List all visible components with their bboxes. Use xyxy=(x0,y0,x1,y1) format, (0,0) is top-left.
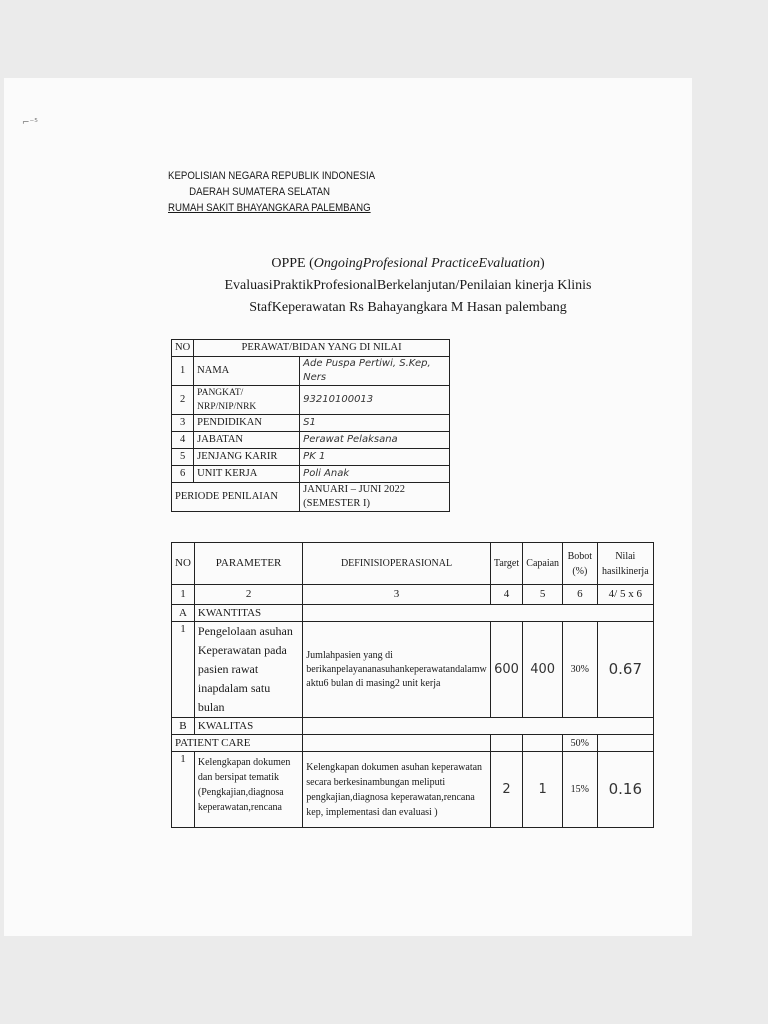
row-target-handwritten: 600 xyxy=(490,622,523,718)
patient-care-row xyxy=(172,735,654,752)
section-b-row xyxy=(172,718,654,735)
header-bobot: Bobot (%) xyxy=(563,543,598,585)
header-no: NO xyxy=(172,543,195,585)
period-label: PERIODE PENILAIAN xyxy=(172,483,300,512)
letterhead-line-1: KEPOLISIAN NEGARA REPUBLIK INDONESIA xyxy=(168,170,376,182)
number-cell: 5 xyxy=(523,585,563,605)
section-code: A xyxy=(172,605,195,622)
header-capaian: Capaian xyxy=(523,543,563,585)
title-line-3: StafKeperawatan Rs Bahayangkara M Hasan palembang xyxy=(249,300,567,315)
identity-row xyxy=(172,449,450,466)
row-value-handwritten: Perawat Pelaksana xyxy=(300,432,450,449)
numbering-row xyxy=(172,585,654,605)
number-cell: 3 xyxy=(303,585,490,605)
row-no: 1 xyxy=(172,622,195,718)
header-target: Target xyxy=(490,543,523,585)
row-capaian-handwritten: 1 xyxy=(523,752,563,828)
empty-cell xyxy=(523,735,563,752)
scan-mark: ⌐⁻⁵ xyxy=(22,118,38,128)
evaluation-table xyxy=(171,542,654,828)
identity-row xyxy=(172,466,450,483)
row-parameter: Pengelolaan asuhan Keperawatan pada pasien rawat inapdalam satu bulan xyxy=(194,622,302,718)
period-value: JANUARI – JUNI 2022 (SEMESTER I) xyxy=(300,483,450,512)
identity-row xyxy=(172,386,450,415)
section-code: B xyxy=(172,718,195,735)
row-label: PANGKAT/ NRP/NIP/NRK xyxy=(194,386,300,415)
row-value-handwritten: 93210100013 xyxy=(300,386,450,415)
row-no: 6 xyxy=(172,466,194,483)
row-nilai-handwritten: 0.67 xyxy=(597,622,653,718)
number-cell: 4 xyxy=(490,585,523,605)
empty-cell xyxy=(303,605,654,622)
row-parameter: Kelengkapan dokumen dan bersipat tematik (Pengkajian,diagnosa keperawatan,rencana xyxy=(194,752,302,828)
row-definition: Kelengkapan dokumen asuhan keperawatan secara berkesinambungan meliputi pengkajian,diagnosa keperawatan,rencana kep, implementasi dan evaluasi ) xyxy=(303,752,490,828)
identity-col-no: NO xyxy=(172,340,194,357)
letterhead-line-2: DAERAH SUMATERA SELATAN xyxy=(189,186,331,198)
row-label: NAMA xyxy=(194,357,300,386)
header-nilai: Nilai hasilkinerja xyxy=(597,543,653,585)
row-label: JENJANG KARIR xyxy=(194,449,300,466)
title-line-2: EvaluasiPraktikProfesionalBerkelanjutan/Penilaian kinerja Klinis xyxy=(224,278,592,293)
identity-row xyxy=(172,415,450,432)
number-cell: 2 xyxy=(194,585,302,605)
empty-cell xyxy=(303,718,654,735)
row-value-handwritten: Ade Puspa Pertiwi, S.Kep, Ners xyxy=(300,357,450,386)
table-row xyxy=(172,622,654,718)
row-label: UNIT KERJA xyxy=(194,466,300,483)
row-nilai-handwritten: 0.16 xyxy=(597,752,653,828)
row-no: 3 xyxy=(172,415,194,432)
row-bobot: 15% xyxy=(563,752,598,828)
identity-row xyxy=(172,357,450,386)
patient-care-bobot: 50% xyxy=(563,735,598,752)
empty-cell xyxy=(303,735,490,752)
identity-row xyxy=(172,432,450,449)
letterhead xyxy=(168,168,375,216)
row-no: 1 xyxy=(172,357,194,386)
empty-cell xyxy=(490,735,523,752)
row-value-handwritten: PK 1 xyxy=(300,449,450,466)
number-cell: 6 xyxy=(563,585,598,605)
row-no: 2 xyxy=(172,386,194,415)
letterhead-line-3: RUMAH SAKIT BHAYANGKARA PALEMBANG xyxy=(168,202,371,214)
row-no: 1 xyxy=(172,752,195,828)
document-title xyxy=(188,253,628,319)
row-bobot: 30% xyxy=(563,622,598,718)
row-no: 5 xyxy=(172,449,194,466)
patient-care-label: PATIENT CARE xyxy=(172,735,303,752)
row-label: PENDIDIKAN xyxy=(194,415,300,432)
header-definition: DEFINISIOPERASIONAL xyxy=(303,543,490,585)
identity-table xyxy=(171,339,450,512)
row-capaian-handwritten: 400 xyxy=(523,622,563,718)
title-line-1: OPPE (OngoingProfesional PracticeEvaluation) xyxy=(271,256,545,271)
section-label: KWALITAS xyxy=(194,718,302,735)
row-target-handwritten: 2 xyxy=(490,752,523,828)
table-row xyxy=(172,752,654,828)
row-label: JABATAN xyxy=(194,432,300,449)
row-no: 4 xyxy=(172,432,194,449)
row-value-handwritten: S1 xyxy=(300,415,450,432)
header-parameter: PARAMETER xyxy=(194,543,302,585)
number-cell: 1 xyxy=(172,585,195,605)
section-label: KWANTITAS xyxy=(194,605,302,622)
identity-col-header: PERAWAT/BIDAN YANG DI NILAI xyxy=(194,340,450,357)
row-value-handwritten: Poli Anak xyxy=(300,466,450,483)
empty-cell xyxy=(597,735,653,752)
section-a-row xyxy=(172,605,654,622)
number-cell: 4/ 5 x 6 xyxy=(597,585,653,605)
row-definition: Jumlahpasien yang di berikanpelayananasuhankeperawatandalamw aktu6 bulan di masing2 unit kerja xyxy=(303,622,490,718)
